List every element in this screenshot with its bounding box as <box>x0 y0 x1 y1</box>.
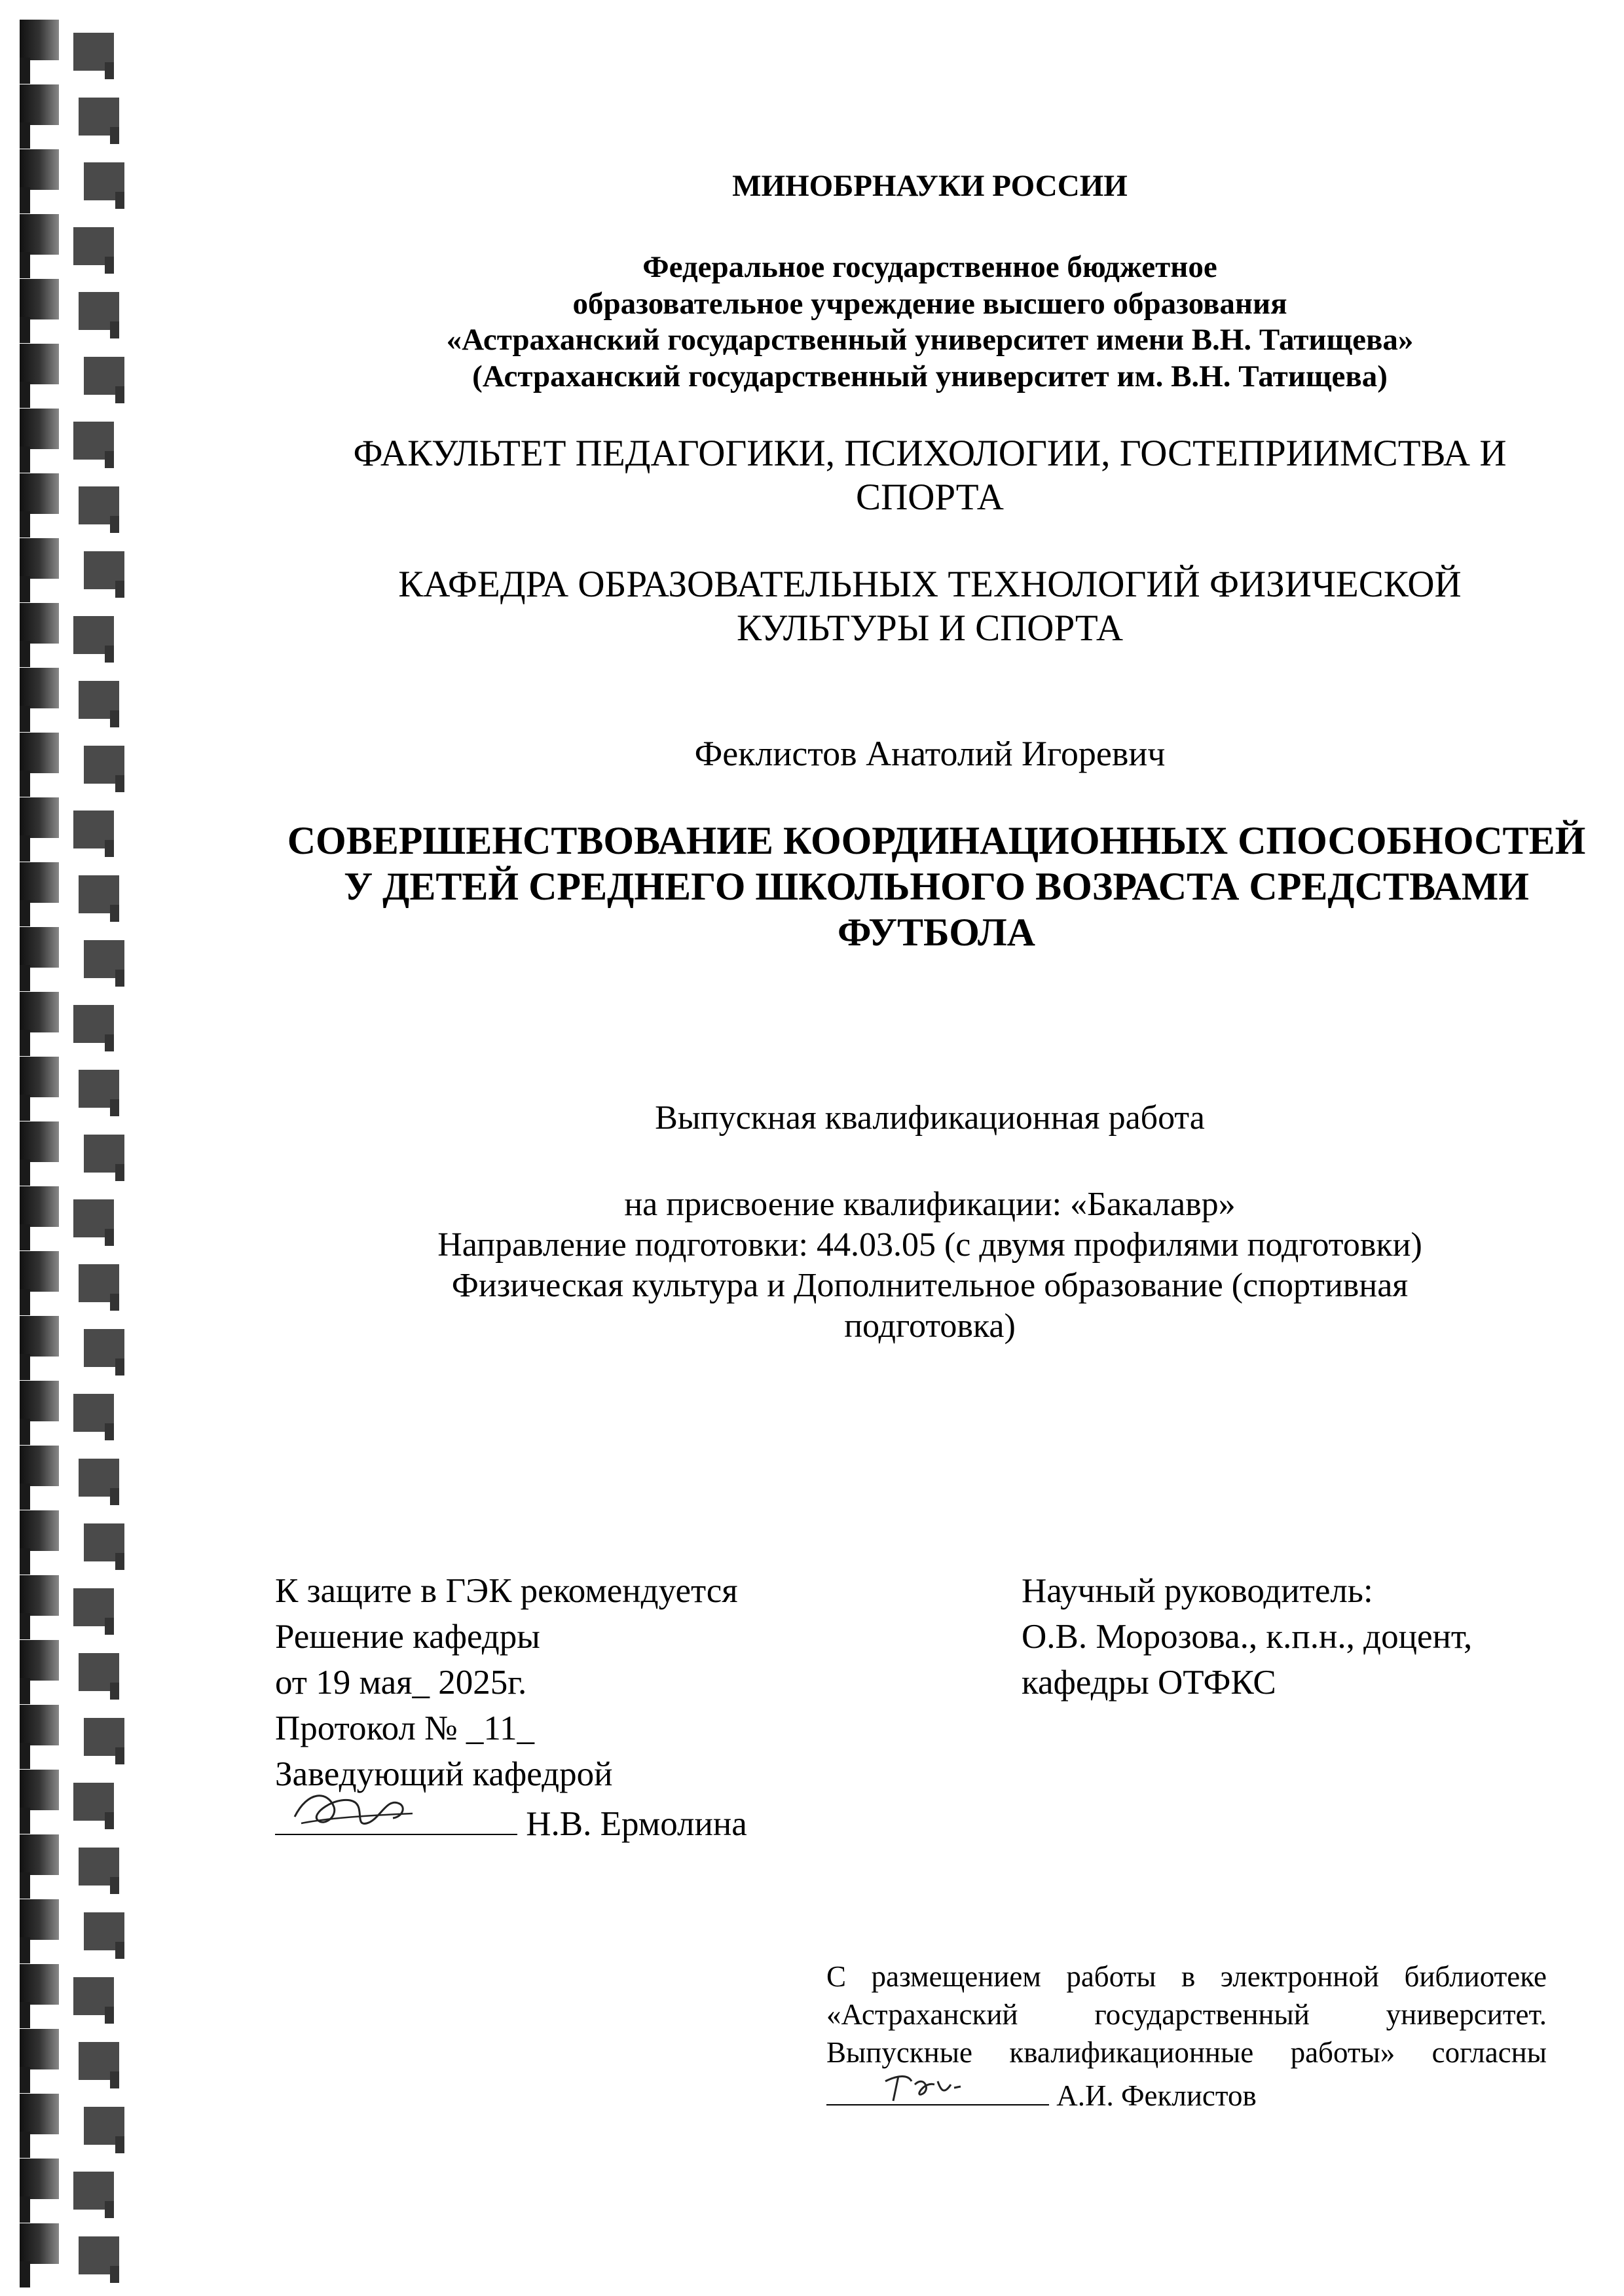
institution-line-4: (Астраханский государственный университет им. В.Н. Татищева) <box>472 359 1388 393</box>
head-signature-line <box>275 1797 517 1835</box>
consent-block <box>826 1958 1547 2115</box>
thesis-title-line-3: ФУТБОЛА <box>838 911 1035 954</box>
department-line-1: КАФЕДРА ОБРАЗОВАТЕЛЬНЫХ ТЕХНОЛОГИЙ ФИЗИЧЕСКОЙ <box>398 564 1462 605</box>
supervisor-block <box>1022 1568 1472 1705</box>
qualification-line-2: Направление подготовки: 44.03.05 (с двумя профилями подготовки) <box>437 1226 1422 1264</box>
supervisor-line-2: О.В. Морозова., к.п.н., доцент, <box>1022 1618 1473 1656</box>
institution-line-2: образовательное учреждение высшего образования <box>572 287 1287 321</box>
signer-name: А.И. Феклистов <box>1056 2079 1257 2112</box>
defense-line-3: от 19 мая_ 2025г. <box>275 1664 527 1702</box>
faculty-line-2: СПОРТА <box>856 477 1004 518</box>
department-line-2: КУЛЬТУРЫ И СПОРТА <box>736 608 1124 649</box>
head-signature-row <box>275 1797 747 1847</box>
ministry-name: МИНОБРНАУКИ РОССИИ <box>732 169 1128 203</box>
consent-line-1: С размещением работы в электронной библиотеке <box>826 1960 1547 1993</box>
institution-line-3: «Астраханский государственный университет имени В.Н. Татищева» <box>446 323 1414 357</box>
head-name: Н.В. Ермолина <box>526 1805 747 1843</box>
supervisor-line-3: кафедры ОТФКС <box>1022 1664 1276 1702</box>
author-name: Феклистов Анатолий Игоревич <box>694 734 1166 773</box>
qualification-line-3: Физическая культура и Дополнительное образование (спортивная <box>451 1267 1409 1304</box>
thesis-title-line-1: СОВЕРШЕНСТВОВАНИЕ КООРДИНАЦИОННЫХ СПОСОБНОСТЕЙ <box>287 819 1586 862</box>
defense-line-4: Протокол № _11_ <box>275 1709 534 1747</box>
work-type: Выпускная квалификационная работа <box>655 1099 1205 1137</box>
defense-line-1: К защите в ГЭК рекомендуется <box>275 1572 738 1610</box>
consent-line-3: Выпускные квалификационные работы» согласны <box>826 2036 1547 2069</box>
thesis-title-line-2: У ДЕТЕЙ СРЕДНЕГО ШКОЛЬНОГО ВОЗРАСТА СРЕДСТВАМИ <box>344 865 1529 908</box>
consent-signature-line <box>826 2071 1049 2105</box>
qualification-line-4: подготовка) <box>844 1307 1016 1345</box>
supervisor-line-1: Научный руководитель: <box>1022 1572 1373 1610</box>
consent-signature-row <box>826 2071 1547 2115</box>
institution-line-1: Федеральное государственное бюджетное <box>642 250 1217 284</box>
consent-line-2: «Астраханский государственный университет. <box>826 1998 1547 2031</box>
defense-line-5: Заведующий кафедрой <box>275 1755 613 1793</box>
qualification-line-1: на присвоение квалификации: «Бакалавр» <box>624 1186 1236 1223</box>
defense-line-2: Решение кафедры <box>275 1618 540 1656</box>
defense-block <box>275 1568 747 1847</box>
faculty-line-1: ФАКУЛЬТЕТ ПЕДАГОГИКИ, ПСИХОЛОГИИ, ГОСТЕПРИИМСТВА И <box>353 433 1507 474</box>
